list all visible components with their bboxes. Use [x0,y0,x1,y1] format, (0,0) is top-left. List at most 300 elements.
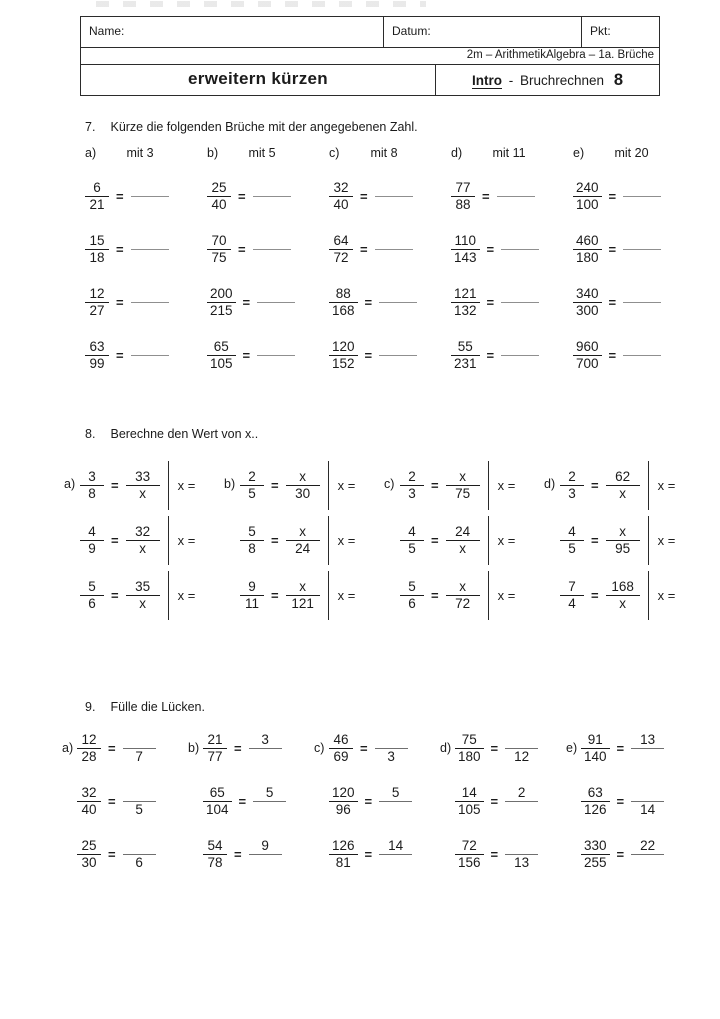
given-fraction [203,838,227,871]
name-label: Name: [89,24,125,38]
right-fraction [606,579,640,612]
gap-task-row [455,828,566,881]
left-fraction [80,524,104,557]
numerator: 340 [576,286,599,301]
denominator: 72 [329,249,353,266]
answer-fraction [505,838,538,871]
equals-sign: = [486,242,495,257]
equals-sign: = [271,478,279,493]
fraction [573,180,602,213]
exercise-9-heading [85,700,205,714]
reduce-task [207,223,329,276]
worksheet-number: 8 [613,71,624,89]
answer-numerator[interactable] [631,785,664,801]
answer-numerator[interactable]: 5 [265,785,274,800]
equals-sign: = [486,295,495,310]
column-header [329,146,451,170]
left-fraction [80,579,104,612]
answer-denominator[interactable]: 6 [123,854,156,871]
answer-blank[interactable] [131,302,169,303]
answer-blank[interactable] [623,249,661,250]
denominator: 75 [446,485,480,502]
answer-blank[interactable] [497,196,535,197]
equals-sign: = [108,847,116,862]
equals-sign: = [364,794,373,809]
right-fraction [446,579,480,612]
left-fraction [240,579,264,612]
fraction [85,339,109,372]
equation-row [400,458,544,513]
numerator: 32 [81,785,97,800]
equals-sign: = [271,588,279,603]
equals-sign: = [608,242,617,257]
divider-bar [328,571,329,620]
x-equals-label[interactable]: x = [177,533,196,548]
equals-sign: = [591,478,599,493]
x-equals-label[interactable]: x = [177,478,196,493]
equation-row [560,513,704,568]
right-fraction [446,469,480,502]
denominator: 104 [203,801,232,818]
equals-sign: = [482,189,490,204]
column-label: c) [384,477,395,491]
denominator: 126 [581,801,610,818]
answer-fraction [253,785,286,818]
fraction [451,339,480,372]
gap-task-row [77,828,188,881]
answer-denominator[interactable] [631,748,664,765]
divider-bar [648,571,649,620]
answer-fraction [123,785,156,818]
left-fraction [560,579,584,612]
answer-fraction [379,785,412,818]
numerator: 77 [455,180,471,195]
x-equals-label[interactable]: x = [497,533,516,548]
denominator: 30 [286,485,320,502]
equals-sign: = [616,741,625,756]
equals-sign: = [116,242,124,257]
fraction [207,180,231,213]
denominator: 5 [400,540,424,557]
numerator: 32 [135,524,151,539]
equals-sign: = [108,794,116,809]
numerator: 240 [576,180,599,195]
answer-blank[interactable] [253,249,291,250]
denominator: 81 [329,854,358,871]
equals-sign: = [431,588,439,603]
course-line: 2m – ArithmetikAlgebra – 1a. Brüche [81,48,659,65]
denominator: 152 [329,355,358,372]
answer-blank[interactable] [375,196,413,197]
equals-sign: = [108,741,116,756]
reduce-task [329,223,451,276]
gap-task-row [203,828,314,881]
denominator: 100 [573,196,602,213]
exercise-7-heading [85,120,418,134]
reduce-task [329,170,451,223]
reduce-task [451,223,573,276]
numerator: 4 [88,524,96,539]
fraction-list [85,170,207,382]
answer-denominator[interactable] [253,801,286,818]
answer-blank[interactable] [131,196,169,197]
right-fraction [286,579,320,612]
reduce-task [451,276,573,329]
equals-sign: = [490,794,499,809]
column-header [207,146,329,170]
answer-blank[interactable] [623,355,661,356]
answer-fraction [505,785,538,818]
divider-bar [328,461,329,510]
column-label: b) [188,741,200,755]
numerator: 6 [93,180,101,195]
header-row-fields [81,17,659,48]
answer-numerator[interactable] [123,838,156,854]
answer-denominator[interactable]: 3 [375,748,408,765]
equation-row [80,513,224,568]
equals-sign: = [111,588,119,603]
fraction [329,233,353,266]
answer-blank[interactable] [257,355,295,356]
x-equals-label[interactable]: x = [657,588,676,603]
divider-bar [488,461,489,510]
numerator: 21 [207,732,223,747]
numerator: 330 [584,838,607,853]
exercise-9-number: 9. [85,700,96,714]
equals-sign: = [364,295,373,310]
equals-sign: = [271,533,279,548]
numerator: 33 [135,469,151,484]
reduce-task [573,329,695,382]
right-fraction [126,524,160,557]
denominator: 75 [207,249,231,266]
numerator: 88 [335,286,351,301]
given-fraction [329,838,358,871]
answer-denominator[interactable] [249,854,282,871]
right-fraction [126,579,160,612]
answer-denominator[interactable] [631,854,664,871]
reduce-task [85,170,207,223]
answer-denominator[interactable]: 13 [505,854,538,871]
answer-denominator[interactable] [249,748,282,765]
denominator: 72 [446,595,480,612]
reduce-task [207,170,329,223]
answer-numerator[interactable] [505,732,538,748]
denominator: 8 [80,485,104,502]
fraction [207,339,236,372]
gap-task-list [77,722,188,881]
numerator: 91 [587,732,603,747]
right-fraction [286,524,320,557]
x-equals-label[interactable]: x = [497,478,516,493]
exercise-8-column [224,458,384,623]
answer-blank[interactable] [379,355,417,356]
fraction [85,233,109,266]
exercise-8-number: 8. [85,427,96,441]
answer-numerator[interactable] [505,838,538,854]
given-fraction [581,785,610,818]
numerator: 5 [88,579,96,594]
exercise-7-prompt: Kürze die folgenden Brüche mit der angegebenen Zahl. [110,120,418,134]
left-fraction [240,524,264,557]
equals-sign: = [238,794,247,809]
answer-blank[interactable] [501,355,539,356]
numerator: 64 [333,233,349,248]
fraction [329,286,358,319]
equation-list [560,458,704,623]
denominator: 77 [203,748,227,765]
given-fraction [581,732,610,765]
fraction-list [329,170,451,382]
denominator: 8 [240,540,264,557]
answer-numerator[interactable] [123,732,156,748]
equation-row [400,513,544,568]
divisor-label: mit 11 [492,146,526,160]
right-fraction [286,469,320,502]
denominator: 255 [581,854,610,871]
numerator: 75 [461,732,477,747]
given-fraction [329,785,358,818]
answer-numerator[interactable]: 3 [261,732,269,747]
denominator: x [126,595,160,612]
exercise-8-column [544,458,704,623]
fraction [329,180,353,213]
answer-numerator[interactable] [375,732,408,748]
answer-fraction [123,838,156,871]
denominator: 99 [85,355,109,372]
column-label: e) [573,146,585,160]
denominator: 132 [451,302,480,319]
numerator: 25 [81,838,97,853]
answer-denominator[interactable]: 7 [123,748,156,765]
answer-numerator[interactable]: 22 [640,838,656,853]
answer-denominator[interactable] [379,854,412,871]
equation-list [240,458,384,623]
equals-sign: = [242,348,251,363]
equals-sign: = [238,189,246,204]
denominator: 40 [329,196,353,213]
left-fraction [80,469,104,502]
given-fraction [581,838,610,871]
denominator: 180 [573,249,602,266]
divider-bar [488,516,489,565]
denominator: 105 [455,801,484,818]
denominator: 156 [455,854,484,871]
column-header [573,146,695,170]
divider-bar [328,516,329,565]
answer-blank[interactable] [131,355,169,356]
denominator: 96 [329,801,358,818]
numerator: 12 [81,732,97,747]
answer-numerator[interactable] [123,785,156,801]
exercise-7-number: 7. [85,120,96,134]
exercise-7-column [329,146,451,382]
answer-blank[interactable] [257,302,295,303]
numerator: 65 [213,339,229,354]
column-label: b) [207,146,219,160]
answer-blank[interactable] [501,249,539,250]
denominator: 300 [573,302,602,319]
equals-sign: = [616,847,625,862]
answer-blank[interactable] [131,249,169,250]
answer-blank[interactable] [253,196,291,197]
given-fraction [77,785,101,818]
exercise-9-column [566,722,692,881]
equals-sign: = [608,348,617,363]
x-equals-label[interactable]: x = [177,588,196,603]
exercise-7-grid [85,146,695,382]
column-header [85,146,207,170]
reduce-task [85,223,207,276]
x-equals-label[interactable]: x = [337,588,356,603]
answer-fraction [505,732,538,765]
answer-blank[interactable] [623,196,661,197]
equals-sign: = [360,189,368,204]
gap-task-row [203,775,314,828]
divider-bar [648,461,649,510]
numerator: 121 [454,286,477,301]
denominator: 5 [560,540,584,557]
numerator: 460 [576,233,599,248]
gap-task-row [77,775,188,828]
answer-fraction [375,732,408,765]
answer-blank[interactable] [379,302,417,303]
column-header [451,146,573,170]
denominator: 215 [207,302,236,319]
answer-numerator[interactable]: 14 [388,838,404,853]
left-fraction [400,524,424,557]
divider-bar [168,516,169,565]
answer-blank[interactable] [501,302,539,303]
divider-bar [168,461,169,510]
answer-numerator[interactable]: 13 [640,732,656,747]
denominator: 11 [240,595,264,612]
equals-sign: = [486,348,495,363]
numerator: 65 [209,785,225,800]
denominator: 95 [606,540,640,557]
answer-denominator[interactable]: 14 [631,801,664,818]
denominator: 143 [451,249,480,266]
column-label: d) [440,741,452,755]
denominator: 3 [560,485,584,502]
reduce-task [573,276,695,329]
answer-numerator[interactable]: 9 [261,838,269,853]
x-equals-label[interactable]: x = [337,478,356,493]
gap-task-row [329,722,440,775]
exercise-7-column [85,146,207,382]
column-label: c) [329,146,340,160]
given-fraction [329,732,353,765]
exercise-9-column [440,722,566,881]
scan-artifact [96,1,426,7]
fraction [451,180,475,213]
exercise-9-column [314,722,440,881]
pkt-field[interactable] [582,17,659,47]
denominator: 28 [77,748,101,765]
denominator: 121 [286,595,320,612]
answer-blank[interactable] [623,302,661,303]
x-equals-label[interactable]: x = [497,588,516,603]
equation-list [80,458,224,623]
given-fraction [455,732,484,765]
denominator: 231 [451,355,480,372]
worksheet-title: erweitern kürzen [81,65,436,95]
divider-bar [488,571,489,620]
equals-sign: = [591,533,599,548]
column-label: e) [566,741,578,755]
numerator: 5 [248,524,256,539]
x-equals-label[interactable]: x = [337,533,356,548]
numerator: 7 [568,579,576,594]
answer-denominator[interactable]: 12 [505,748,538,765]
datum-field[interactable] [384,17,582,47]
name-field[interactable] [81,17,384,47]
subtitle-subject: Bruchrechnen [520,73,605,88]
equals-sign: = [364,348,373,363]
numerator: 46 [333,732,349,747]
answer-numerator[interactable]: 2 [517,785,526,800]
equals-sign: = [116,189,124,204]
fraction-list [451,170,573,382]
answer-fraction [379,838,412,871]
x-equals-label[interactable]: x = [657,533,676,548]
numerator: 63 [89,339,105,354]
answer-denominator[interactable]: 5 [123,801,156,818]
exercise-8-column [384,458,544,623]
equals-sign: = [111,478,119,493]
answer-blank[interactable] [375,249,413,250]
equals-sign: = [616,794,625,809]
fraction [207,286,236,319]
right-fraction [606,469,640,502]
numerator: 2 [248,469,256,484]
header-table [80,16,660,96]
left-fraction [400,469,424,502]
denominator: 40 [77,801,101,818]
numerator: 70 [211,233,227,248]
header-row-title [81,65,659,95]
reduce-task [451,170,573,223]
reduce-task [329,276,451,329]
gap-task-row [77,722,188,775]
equals-sign: = [238,242,246,257]
numerator: 32 [333,180,349,195]
answer-numerator[interactable]: 5 [391,785,400,800]
numerator: 63 [587,785,603,800]
numerator: x [299,524,306,539]
equation-row [80,568,224,623]
denominator: 4 [560,595,584,612]
divider-bar [648,516,649,565]
fraction [573,339,602,372]
equals-sign: = [360,741,368,756]
divider-bar [168,571,169,620]
answer-denominator[interactable] [505,801,538,818]
column-label: a) [62,741,74,755]
denominator: 27 [85,302,109,319]
divisor-label: mit 3 [126,146,154,160]
pkt-label: Pkt: [590,24,611,38]
denominator: 40 [207,196,231,213]
denominator: 180 [455,748,484,765]
numerator: 120 [332,785,355,800]
answer-denominator[interactable] [379,801,412,818]
gap-task-list [203,722,314,881]
x-equals-label[interactable]: x = [657,478,676,493]
exercise-8-column [64,458,224,623]
numerator: 9 [248,579,256,594]
fraction [451,233,480,266]
